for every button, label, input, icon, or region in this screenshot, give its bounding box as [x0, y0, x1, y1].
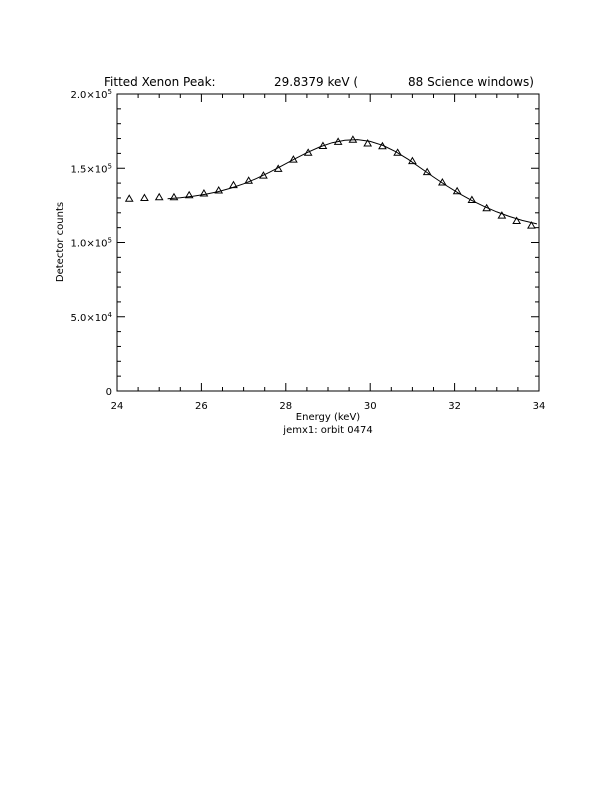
x-axis-label: Energy (keV): [295, 412, 361, 423]
y-tick-label: $5.0\times 10^4$: [70, 310, 112, 324]
plot-frame: [117, 94, 539, 391]
x-tick-label: 28: [279, 401, 293, 412]
axis-ticks: [117, 94, 539, 391]
chart-title-windows: 88 Science windows): [408, 75, 534, 89]
x-tick-label: 34: [532, 401, 546, 412]
x-tick-label: 30: [363, 401, 377, 412]
y-axis-label: Detector counts: [55, 201, 66, 283]
data-point: [394, 149, 401, 155]
data-point: [424, 169, 431, 175]
chart-title: [104, 75, 534, 89]
y-tick-label: $1.0\times 10^5$: [70, 236, 112, 250]
data-point: [215, 187, 222, 193]
data-markers: [126, 136, 535, 228]
data-point: [141, 194, 148, 200]
data-point: [156, 194, 163, 200]
data-point: [200, 190, 207, 196]
x-tick-labels: [111, 401, 546, 412]
chart-title-label: Fitted Xenon Peak:: [104, 75, 216, 89]
y-tick-label: $1.5\times 10^5$: [70, 162, 112, 176]
chart-title-peak-value: 29.8379 keV (: [274, 75, 359, 89]
x-tick-label: 24: [110, 401, 124, 412]
data-point: [439, 179, 446, 185]
fit-curve: [168, 140, 537, 224]
x-tick-label: 32: [448, 401, 461, 412]
y-tick-labels: [71, 88, 113, 398]
y-tick-label: 0: [105, 387, 112, 398]
chart-subtitle: jemx1: orbit 0474: [283, 425, 373, 436]
x-tick-label: 26: [195, 401, 208, 412]
data-point: [126, 195, 133, 201]
data-point: [170, 194, 177, 200]
y-tick-label: $2.0\times 10^5$: [70, 88, 112, 101]
